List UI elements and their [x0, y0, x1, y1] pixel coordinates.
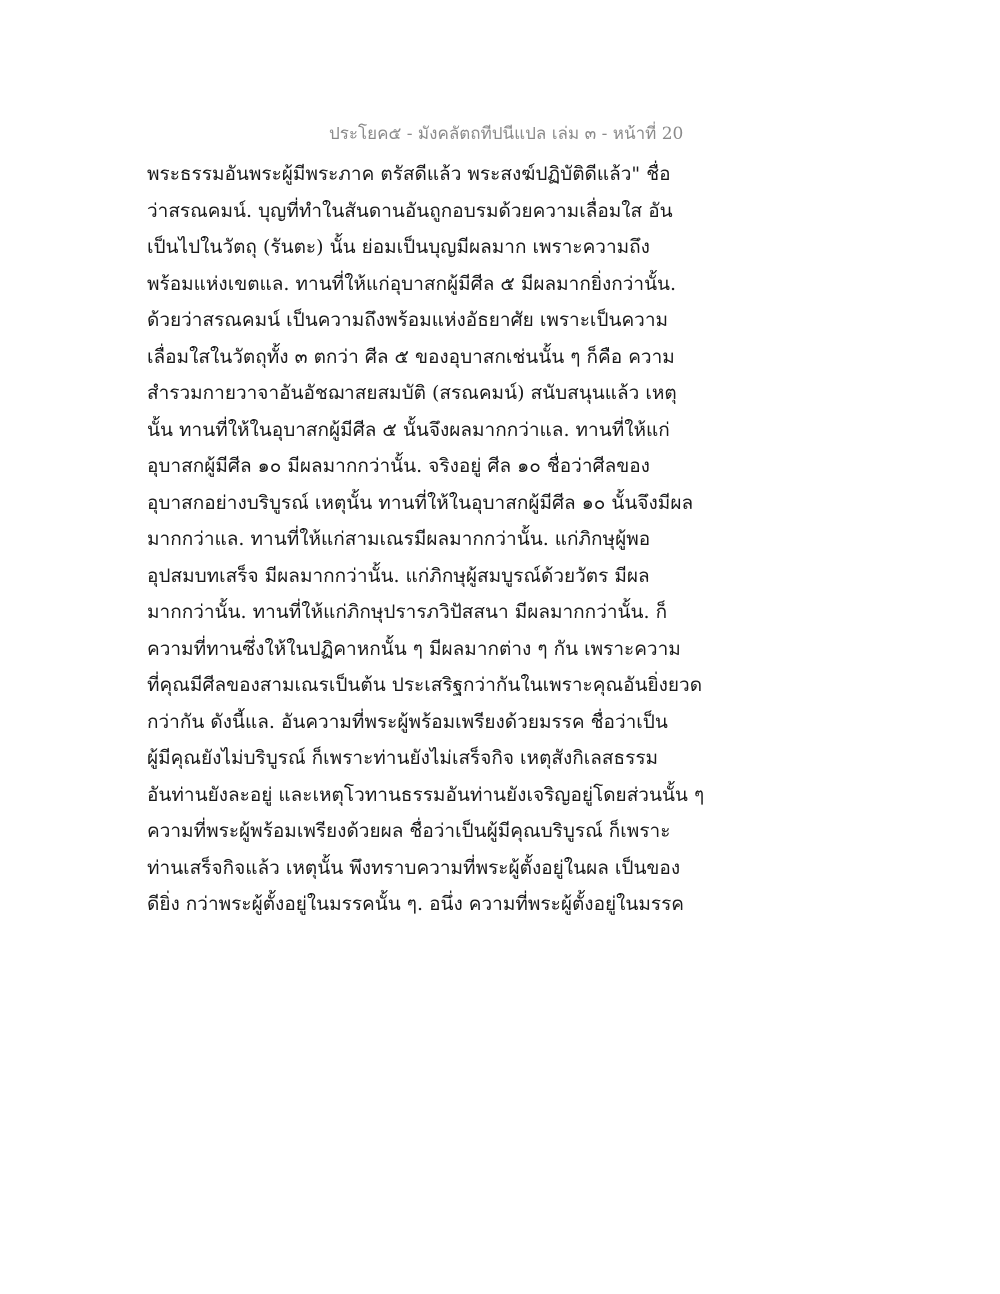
text-line: ที่คุณมีศีลของสามเณรเป็นต้น ประเสริฐกว่ากันในเพราะคุณอันยิ่งยวด	[147, 674, 703, 696]
text-line: อันท่านยังละอยู่ และเหตุโวทานธรรมอันท่านยังเจริญอยู่โดยส่วนนั้น ๆ	[147, 783, 705, 806]
text-line: สำรวมกายวาจาอันอัชฌาสยสมบัติ (สรณคมน์) สนับสนุนแล้ว เหตุ	[147, 382, 677, 404]
text-line: มากกว่าแล. ทานที่ให้แก่สามเณรมีผลมากกว่านั้น. แก่ภิกษุผู้พอ	[147, 528, 651, 550]
text-line: เป็นไปในวัตถุ (รันตะ) นั้น ย่อมเป็นบุญมีผลมาก เพราะความถึง	[147, 236, 650, 258]
text-line: กว่ากัน ดังนี้แล. อันความที่พระผู้พร้อมเพรียงด้วยมรรค ชื่อว่าเป็น	[147, 710, 668, 733]
text-line: อุบาสกผู้มีศีล ๑๐ มีผลมากกว่านั้น. จริงอยู่ ศีล ๑๐ ชื่อว่าศีลของ	[147, 455, 650, 477]
running-head: ประโยค๕ - มังคลัตถทีปนีแปล เล่ม ๓ - หน้าที่ 20	[329, 124, 684, 144]
text-line: ความที่ทานซึ่งให้ในปฏิคาหกนั้น ๆ มีผลมากต่าง ๆ กัน เพราะความ	[147, 637, 681, 660]
text-line: พร้อมแห่งเขตแล. ทานที่ให้แก่อุบาสกผู้มีศีล ๕ มีผลมากยิ่งกว่านั้น.	[147, 272, 677, 295]
text-line: ด้วยว่าสรณคมน์ เป็นความถึงพร้อมแห่งอัธยาศัย เพราะเป็นความ	[147, 309, 669, 331]
text-line: นั้น ทานที่ให้ในอุบาสกผู้มีศีล ๕ นั้นจึงผลมากกว่าแล. ทานที่ให้แก่	[147, 418, 670, 441]
text-line: ความที่พระผู้พร้อมเพรียงด้วยผล ชื่อว่าเป็นผู้มีคุณบริบูรณ์ ก็เพราะ	[147, 820, 671, 842]
text-line: ผู้มีคุณยังไม่บริบูรณ์ ก็เพราะท่านยังไม่เสร็จกิจ เหตุสังกิเลสธรรม	[147, 747, 659, 769]
text-line: ท่านเสร็จกิจแล้ว เหตุนั้น พึงทราบความที่พระผู้ตั้งอยู่ในผล เป็นของ	[147, 856, 681, 879]
text-line: เลื่อมใสในวัตถุทั้ง ๓ ตกว่า ศีล ๕ ของอุบาสกเช่นนั้น ๆ ก็คือ ความ	[147, 345, 675, 368]
text-line: มากกว่านั้น. ทานที่ให้แก่ภิกษุปรารภวิปัสสนา มีผลมากกว่านั้น. ก็	[147, 601, 668, 623]
text-line: ดียิ่ง กว่าพระผู้ตั้งอยู่ในมรรคนั้น ๆ. อนึ่ง ความที่พระผู้ตั้งอยู่ในมรรค	[147, 893, 685, 915]
text-line: อุบาสกอย่างบริบูรณ์ เหตุนั้น ทานที่ให้ในอุบาสกผู้มีศีล ๑๐ นั้นจึงมีผล	[147, 491, 694, 514]
text-line: ว่าสรณคมน์. บุญที่ทำในสันดานอันถูกอบรมด้วยความเลื่อมใส อัน	[147, 199, 673, 222]
body-text	[147, 156, 707, 923]
text-line: พระธรรมอันพระผู้มีพระภาค ตรัสดีแล้ว พระสงฆ์ปฏิบัติดีแล้ว" ชื่อ	[147, 163, 671, 185]
text-line: อุปสมบทเสร็จ มีผลมากกว่านั้น. แก่ภิกษุผู้สมบูรณ์ด้วยวัตร มีผล	[147, 564, 650, 587]
